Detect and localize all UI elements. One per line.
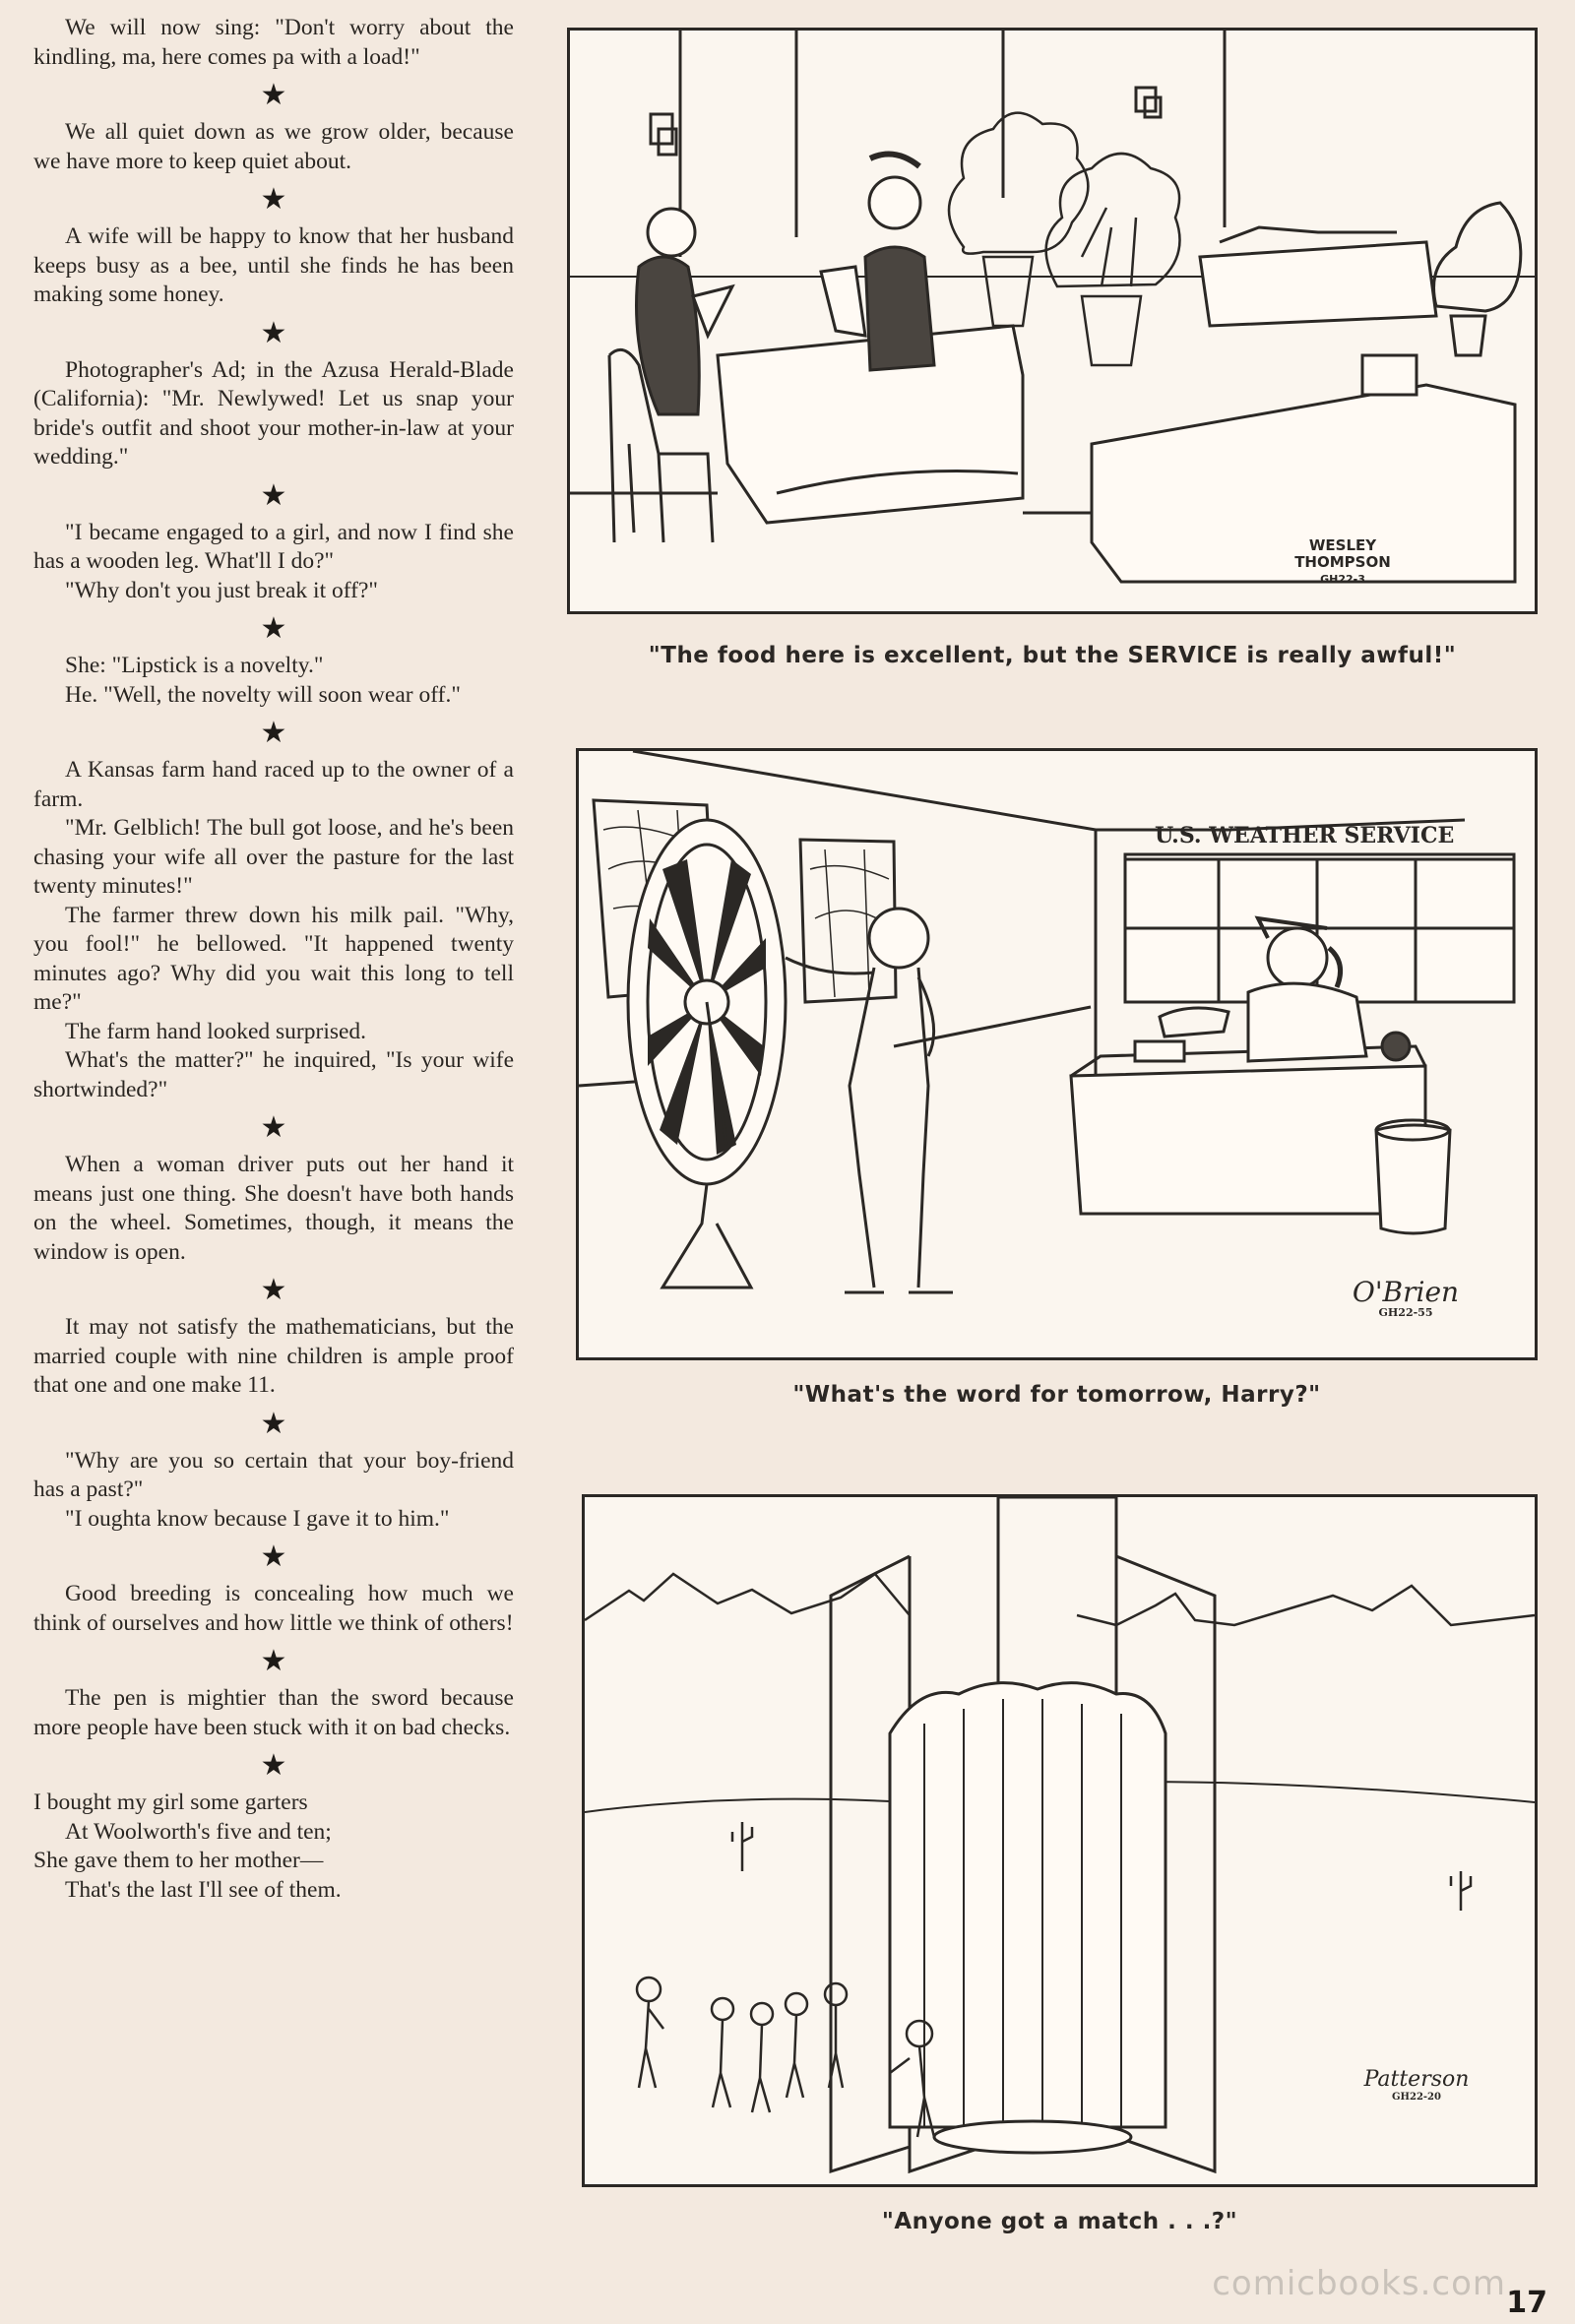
cartoon-caption: "What's the word for tomorrow, Harry?" bbox=[792, 1382, 1321, 1408]
joke-paragraph: The farmer threw down his milk pail. "Why, you fool!" he bellowed. "It happened twenty minutes ago? Why did you wait this long to tell me?" bbox=[33, 902, 514, 1015]
joke-paragraph: He. "Well, the novelty will soon wear off." bbox=[65, 681, 461, 708]
joke-paragraph: It may not satisfy the mathematicians, but the married couple with nine children is ample proof that one and one make 11. bbox=[33, 1314, 514, 1398]
star-separator: ★ bbox=[260, 1111, 287, 1144]
weather-service-sign: U.S. WEATHER SERVICE bbox=[1155, 823, 1455, 848]
poem-line: At Woolworth's five and ten; bbox=[65, 1818, 332, 1845]
joke-paragraph: She: "Lipstick is a novelty." bbox=[65, 653, 324, 678]
joke bbox=[33, 756, 514, 1104]
poem-line: She gave them to her mother— bbox=[33, 1848, 324, 1873]
star-separator: ★ bbox=[260, 612, 287, 645]
star-separator: ★ bbox=[260, 316, 287, 349]
joke-paragraph: "Why are you so certain that your boy-friend has a past?" bbox=[33, 1447, 514, 1502]
cartoon-rocket bbox=[582, 1494, 1538, 2187]
joke-paragraph: A wife will be happy to know that her husband keeps busy as a bee, until she finds he has been making some honey. bbox=[33, 223, 514, 307]
star-separator: ★ bbox=[260, 1645, 287, 1677]
joke bbox=[33, 1313, 514, 1401]
joke bbox=[33, 14, 514, 72]
joke-paragraph: We all quiet down as we grow older, because we have more to keep quiet about. bbox=[33, 119, 514, 174]
star-separator: ★ bbox=[260, 1407, 287, 1440]
poem bbox=[33, 1789, 514, 1905]
joke-paragraph: What's the matter?" he inquired, "Is your wife shortwinded?" bbox=[33, 1047, 514, 1102]
joke-paragraph: "I oughta know because I gave it to him." bbox=[65, 1505, 450, 1532]
joke-paragraph: A Kansas farm hand raced up to the owner of a farm. bbox=[33, 757, 514, 812]
poem-line: That's the last I'll see of them. bbox=[65, 1876, 342, 1903]
joke bbox=[33, 1151, 514, 1267]
star-separator: ★ bbox=[260, 717, 287, 749]
joke bbox=[33, 118, 514, 176]
cartoon-weather-service bbox=[576, 748, 1538, 1360]
poem-line: I bought my girl some garters bbox=[33, 1790, 308, 1815]
cartoon-signature: WESLEY THOMPSON GH22-3 bbox=[1294, 536, 1391, 586]
cartoon-caption: "The food here is excellent, but the SERVICE is really awful!" bbox=[648, 643, 1457, 668]
joke bbox=[33, 1447, 514, 1535]
joke bbox=[33, 1580, 514, 1638]
page-number: 17 bbox=[1506, 2286, 1547, 2320]
joke bbox=[33, 222, 514, 310]
jokes-column bbox=[33, 14, 514, 1905]
star-separator: ★ bbox=[260, 1274, 287, 1306]
cartoon-restaurant bbox=[567, 28, 1538, 614]
joke bbox=[33, 356, 514, 472]
star-separator: ★ bbox=[260, 1749, 287, 1782]
cartoon-signature: O'Brien GH22-55 bbox=[1352, 1276, 1460, 1319]
joke bbox=[33, 652, 514, 710]
star-separator: ★ bbox=[260, 183, 287, 216]
joke-paragraph: "I became engaged to a girl, and now I find she has a wooden leg. What'll I do?" bbox=[33, 519, 514, 574]
joke-paragraph: We will now sing: "Don't worry about the kindling, ma, here comes pa with a load!" bbox=[33, 15, 514, 70]
joke-paragraph: The farm hand looked surprised. bbox=[65, 1018, 367, 1044]
joke-paragraph: When a woman driver puts out her hand it means just one thing. She doesn't have both hands on the wheel. Sometimes, though, it means the window is open. bbox=[33, 1152, 514, 1265]
joke-paragraph: "Why don't you just break it off?" bbox=[65, 577, 378, 603]
joke bbox=[33, 1684, 514, 1742]
joke-paragraph: Photographer's Ad; in the Azusa Herald-Blade (California): "Mr. Newlywed! Let us snap your bride's outfit and shoot your mother-in-law at your wedding." bbox=[33, 356, 514, 470]
joke bbox=[33, 519, 514, 606]
star-separator: ★ bbox=[260, 1540, 287, 1573]
star-separator: ★ bbox=[260, 478, 287, 512]
cartoon-signature: Patterson GH22-20 bbox=[1363, 2067, 1470, 2103]
joke-paragraph: Good breeding is concealing how much we think of ourselves and how little we think of others! bbox=[33, 1581, 514, 1636]
restaurant-drawing bbox=[570, 31, 1535, 611]
star-separator: ★ bbox=[260, 79, 287, 111]
cartoon-caption: "Anyone got a match . . .?" bbox=[881, 2209, 1238, 2234]
watermark: comicbooks.com bbox=[1212, 2264, 1506, 2303]
joke-paragraph: "Mr. Gelblich! The bull got loose, and he's been chasing your wife all over the pasture for the last twenty minutes!" bbox=[33, 815, 514, 899]
joke-paragraph: The pen is mightier than the sword because more people have been stuck with it on bad checks. bbox=[33, 1685, 514, 1740]
